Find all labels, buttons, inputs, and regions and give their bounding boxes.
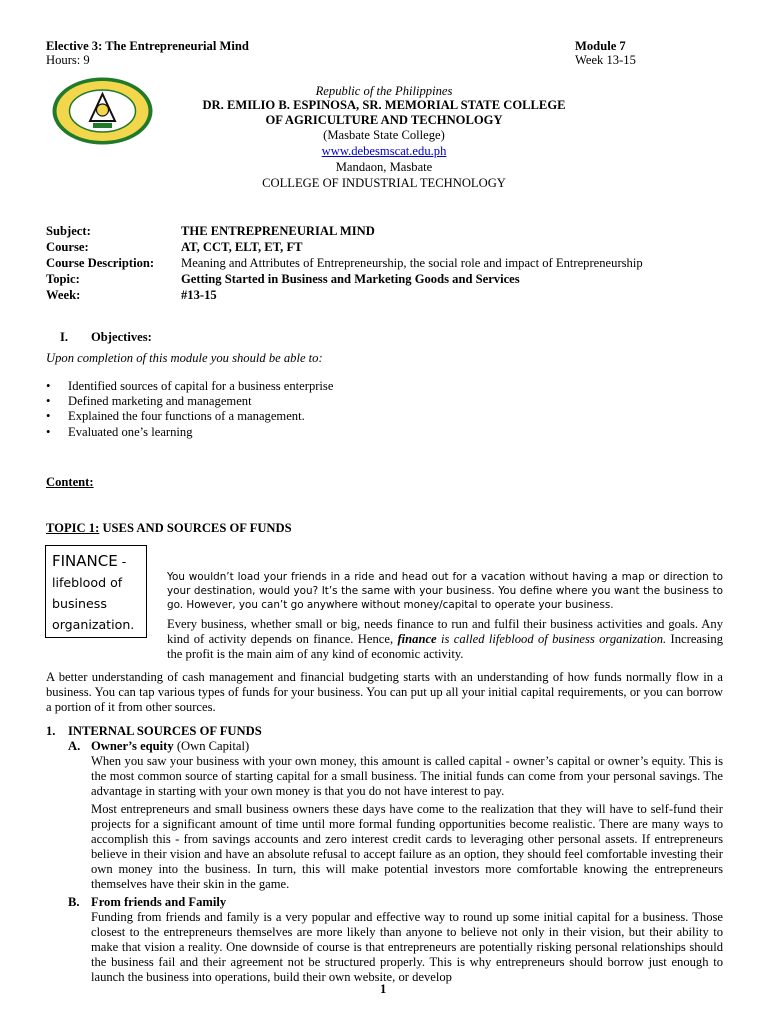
finance-word: FINANCE (52, 552, 118, 570)
meta-value: Meaning and Attributes of Entrepreneurship, the social role and impact of Entrepreneurship (181, 256, 643, 270)
finance-emphasis: finance (397, 632, 437, 646)
meta-value: Getting Started in Business and Marketing Goods and Services (181, 272, 520, 286)
subsection-a-letter: A. (68, 739, 81, 753)
meta-value: #13-15 (181, 288, 217, 302)
callout-line: business (52, 596, 107, 611)
subsection-b-letter: B. (68, 895, 80, 909)
location: Mandaon, Masbate (335, 160, 433, 174)
owners-equity-paragraph-1: When you saw your business with your own money, this amount is called capital - owner’s capital or owner’s equity. This is the most common source of starting capital for a small business. The initial funds can come from your personal savings. The advantage in starting with your own money is that you do not have interest to pay. (91, 754, 723, 798)
institution-alias: (Masbate State College) (323, 128, 445, 142)
hours: Hours: 9 (46, 53, 90, 67)
owners-equity-paragraph-2: Most entrepreneurs and small business owners these days have come to the realization that they will have to self-fund their projects for a significant amount of time until more formal funding opportunities become realistic. There are many ways to accomplish this - from savings accounts and zero interest credit cards to leveraging other personal assets. If entrepreneurs believe in their vision and have an absolute refusal to accept failure as an option, they should feel comfortable investing their own money into the business. In turn, this will make potential investors more comfortable knowing the entrepreneurs themselves have their skin in the game. (91, 802, 723, 891)
subsection-b-title: From friends and Family (91, 895, 227, 909)
list-item: • Explained the four functions of a management. (46, 409, 305, 423)
callout-line: organization. (52, 617, 135, 632)
meta-label: Topic: (46, 272, 80, 286)
week-range: Week 13-15 (575, 53, 636, 67)
college-name: COLLEGE OF INDUSTRIAL TECHNOLOGY (262, 176, 506, 190)
topic1-heading: TOPIC 1: USES AND SOURCES OF FUNDS (46, 521, 292, 535)
list-item: • Identified sources of capital for a business enterprise (46, 379, 334, 393)
topic1-paragraph-1: You wouldn’t load your friends in a ride and head out for a vacation without having a map or direction to your destination, would you? It’s the same with your business. You define where you want the business to go. However, you can’t go anywhere without money/capital to operate your business. (167, 571, 723, 611)
meta-label: Course: (46, 240, 89, 254)
internal-number: 1. (46, 724, 56, 738)
topic1-paragraph-2: Every business, whether small or big, needs finance to run and fulfil their business activities and goals. Any kind of activity depends on finance. Hence, finance is called lifeblood of business organization. Increasing the profit is the main aim of any kind of economic activity. (167, 617, 723, 661)
internal-heading: INTERNAL SOURCES OF FUNDS (68, 724, 262, 738)
content-heading: Content: (46, 475, 94, 489)
list-item: • Evaluated one’s learning (46, 425, 193, 439)
meta-label: Subject: (46, 224, 91, 238)
friends-family-paragraph: Funding from friends and family is a very popular and effective way to round up some initial capital for a business. Those closest to the entrepreneurs themselves are more likely than anyone to believe not only in their vision, but their ability to make that vision a reality. One downside of course is that entrepreneurs are potentially risking personal relationships should the business fail and their agreement not be structured properly. This is why entrepreneurs should borrow just enough to launch the business into operations, build their own website, or develop (91, 910, 723, 984)
topic1-paragraph-3: A better understanding of cash management and financial budgeting starts with an understanding of how funds normally flow in a business. You can tap various types of funds for your business. You can put up all your initial capital requirements, or you can borrow a portion of it from other sources. (46, 670, 723, 714)
institution-name-line1: DR. EMILIO B. ESPINOSA, SR. MEMORIAL STATE COLLEGE (202, 98, 566, 112)
page-number: 1 (380, 982, 387, 996)
meta-label: Week: (46, 288, 81, 302)
objectives-heading: Objectives: (91, 330, 152, 344)
website-link[interactable]: www.debesmscat.edu.ph (321, 144, 447, 158)
institution-name-line2: OF AGRICULTURE AND TECHNOLOGY (265, 113, 503, 127)
list-item: • Defined marketing and management (46, 394, 252, 408)
republic-line: Republic of the Philippines (315, 84, 453, 98)
finance-callout-box: FINANCE - lifeblood of business organization. (45, 545, 147, 638)
objectives-intro: Upon completion of this module you should be able to: (46, 351, 323, 365)
callout-line: lifeblood of (52, 575, 123, 590)
meta-value: THE ENTREPRENEURIAL MIND (181, 224, 375, 238)
subsection-a-title: Owner’s equity (Own Capital) (91, 739, 250, 753)
objectives-numeral: I. (60, 330, 69, 344)
meta-label: Course Description: (46, 256, 155, 270)
meta-value: AT, CCT, ELT, ET, FT (181, 240, 303, 254)
course-title: Elective 3: The Entrepreneurial Mind (46, 39, 249, 53)
module-number: Module 7 (575, 39, 626, 53)
